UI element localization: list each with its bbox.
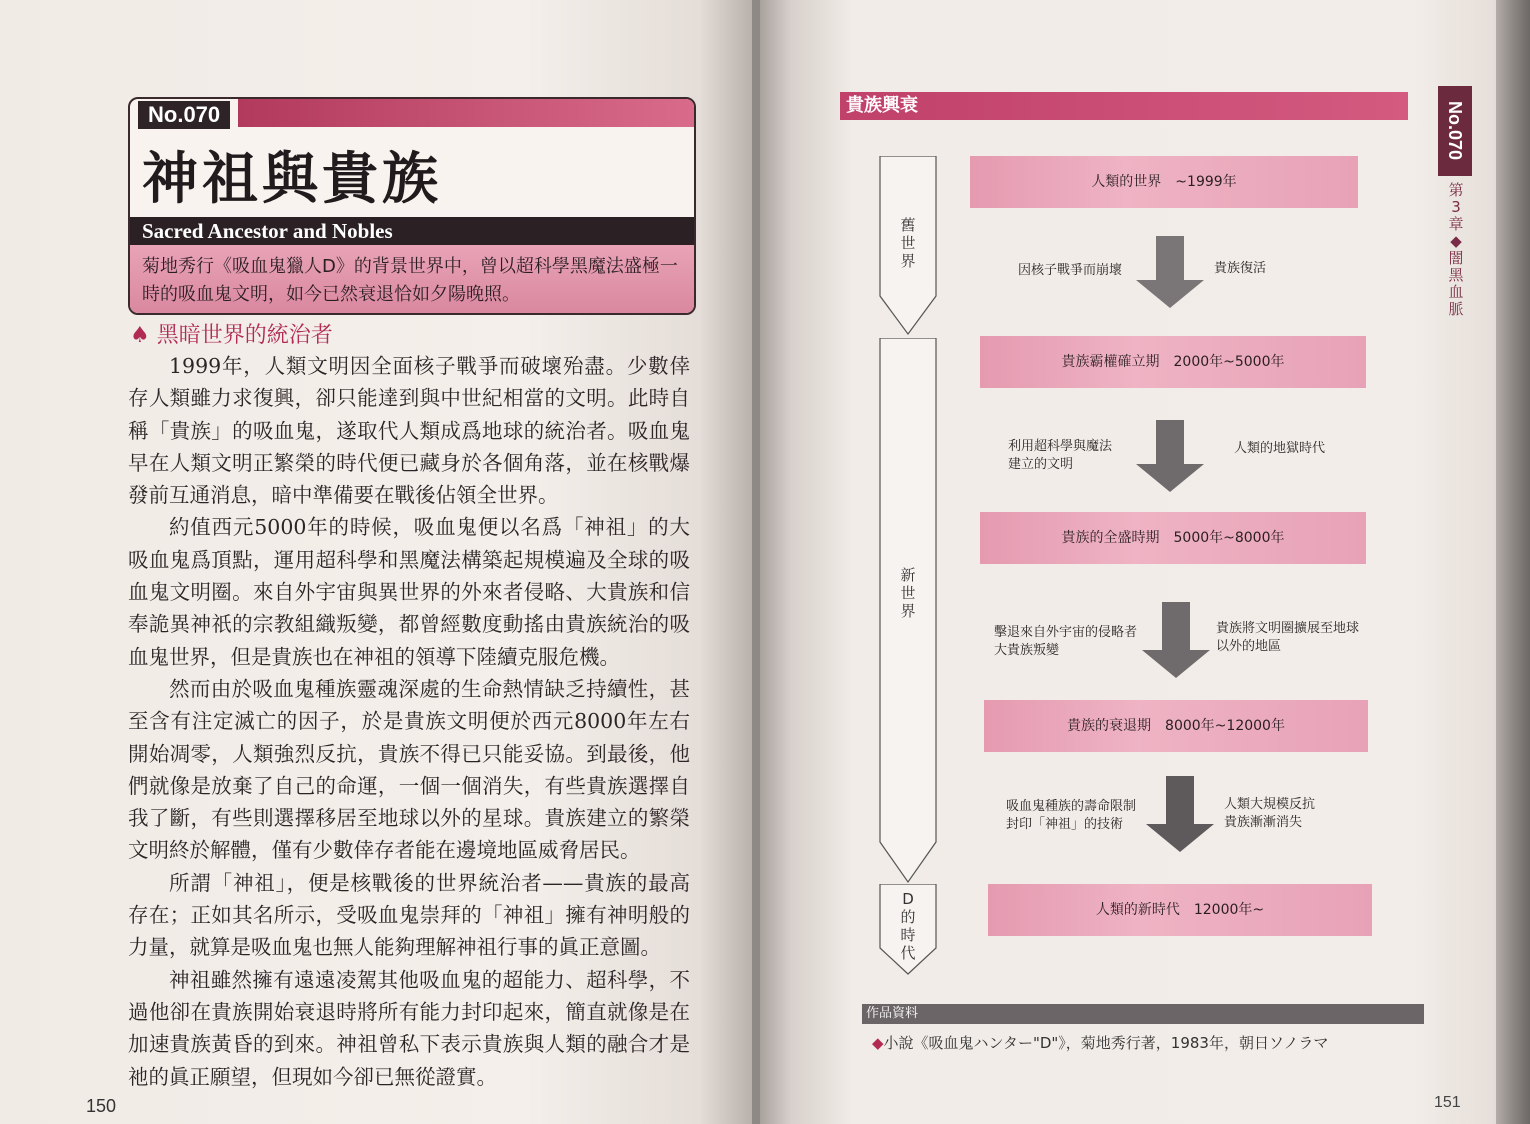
transition-result: 人類的地獄時代 [1234, 441, 1326, 456]
source-text: 小說《吸血鬼ハンター"D"》，菊地秀行著，1983年，朝日ソノラマ [883, 1034, 1329, 1052]
chart-title: 貴族興衰 [840, 92, 1408, 120]
english-title: Sacred Ancestor and Nobles [130, 217, 694, 245]
transition-cause: 因核子戰爭而崩壞 [1018, 263, 1123, 278]
period-box: 貴族的衰退期 8000年~12000年 [984, 700, 1368, 752]
era-label-new-world: 新世界 [900, 566, 916, 620]
side-tab-chapter: 第3章◆闇黑血脈 [1448, 181, 1464, 318]
period-box: 貴族霸權確立期 2000年~5000年 [980, 336, 1366, 388]
paragraph: 約值西元5000年的時候，吸血鬼便以名爲「神祖」的大吸血鬼爲頂點，運用超科學和黑魔法構築起規模遍及全球的吸血鬼文明圈。來自外宇宙與異世界的外來者侵略、大貴族和信奉詭異神祇的宗教組織叛變，都曾經數度動搖由貴族統治的吸血鬼世界，但是貴族也在神祖的領導下陸續克服危機。 [128, 515, 690, 669]
side-tab [1438, 86, 1472, 330]
title-accent-bar [238, 99, 694, 127]
period-box: 貴族的全盛時期 5000年~8000年 [980, 512, 1366, 564]
paragraph: 然而由於吸血鬼種族靈魂深處的生命熱情缺乏持續性，甚至含有注定滅亡的因子，於是貴族文明便於西元8000年左右開始凋零，人類強烈反抗，貴族不得已只能妥協。到最後，他們就像是放棄了自己的命運，一個一個消失，有些貴族選擇自我了斷，有些則選擇移居至地球以外的星球。貴族建立的繁榮文明終於解體，僅有少數倖存者能在邊境地區威脅居民。 [128, 676, 690, 863]
title-box [128, 97, 696, 315]
section-heading: ♠ 黑暗世界的統治者 [130, 323, 333, 348]
timeline-chart [842, 120, 1402, 1000]
down-arrow-icon [1144, 776, 1216, 854]
transition-result: 貴族復活 [1214, 261, 1267, 276]
diamond-bullet-icon: ◆ [872, 1034, 884, 1052]
period-box: 人類的新時代 12000年~ [988, 884, 1372, 936]
source-heading: 作品資料 [862, 1004, 1424, 1024]
era-label-old-world: 舊世界 [900, 216, 916, 270]
transition-cause: 擊退來自外宇宙的侵略者 大貴族叛變 [994, 625, 1138, 658]
transition-result: 貴族將文明圈擴展至地球 以外的地區 [1216, 621, 1360, 654]
down-arrow-icon [1134, 420, 1206, 494]
transition-cause: 吸血鬼種族的壽命限制 封印「神祖」的技術 [1006, 799, 1137, 832]
book-edge [1496, 0, 1530, 1124]
era-label-d-era: D的時代 [900, 890, 916, 962]
transition-cause: 利用超科學與魔法 建立的文明 [1008, 439, 1113, 472]
page-number-left: 150 [86, 1096, 117, 1116]
body-text [128, 350, 690, 1093]
number-badge: No.070 [138, 101, 230, 129]
down-arrow-icon [1140, 602, 1212, 680]
lead-summary: 菊地秀行《吸血鬼獵人D》的背景世界中，曾以超科學黑魔法盛極一時的吸血鬼文明，如今已然衰退恰如夕陽晚照。 [130, 245, 694, 313]
paragraph: 所謂「神祖」，便是核戰後的世界統治者——貴族的最高存在；正如其名所示，受吸血鬼崇拜的「神祖」擁有神明般的力量，就算是吸血鬼也無人能夠理解神祖行事的眞正意圖。 [128, 870, 690, 960]
page-title: 神祖與貴族 [142, 147, 442, 212]
down-arrow-icon [1134, 236, 1206, 310]
transition-result: 人類大規模反抗 貴族漸漸消失 [1224, 797, 1316, 830]
page-number-right: 151 [1434, 1094, 1461, 1111]
paragraph: 1999年，人類文明因全面核子戰爭而破壞殆盡。少數倖存人類雖力求復興，卻只能達到與中世紀相當的文明。此時自稱「貴族」的吸血鬼，遂取代人類成爲地球的統治者。吸血鬼早在人類文明正繁榮的時代便已藏身於各個角落，並在核戰爆發前互通消息，暗中準備要在戰後佔領全世界。 [128, 354, 690, 508]
paragraph: 神祖雖然擁有遠遠凌駕其他吸血鬼的超能力、超科學，不過他卻在貴族開始衰退時將所有能力封印起來，簡直就像是在加速貴族黃昏的到來。神祖曾私下表示貴族與人類的融合才是祂的眞正願望，但現如今卻已無從證實。 [128, 967, 690, 1089]
source-line [872, 1032, 1328, 1053]
period-box: 人類的世界 ~1999年 [970, 156, 1358, 208]
side-tab-number: No.070 [1438, 86, 1472, 176]
